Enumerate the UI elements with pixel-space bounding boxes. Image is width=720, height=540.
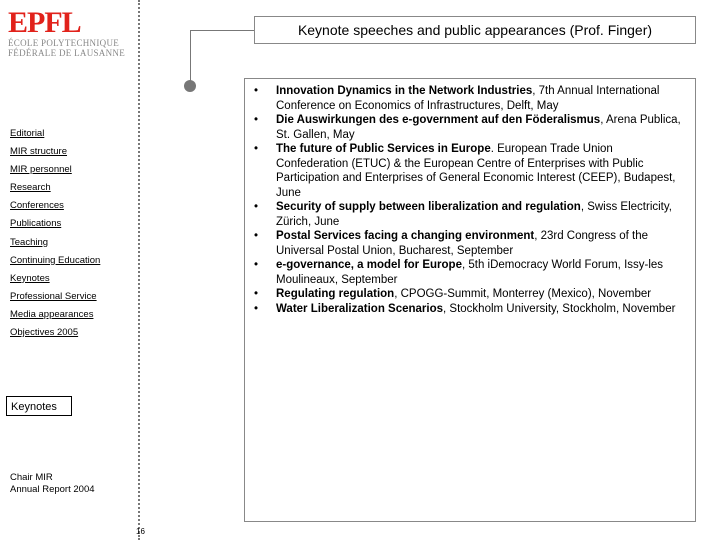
footer-line-1: Chair MIR	[10, 472, 53, 483]
nav-link-mir-structure[interactable]: MIR structure	[10, 146, 68, 158]
logo-mark: EPFL	[8, 6, 81, 39]
nav-link-mir-personnel[interactable]: MIR personnel	[10, 164, 72, 176]
connector-horizontal	[190, 30, 254, 31]
nav-link-objectives-2005[interactable]: Objectives 2005	[10, 327, 79, 339]
list-item	[252, 84, 688, 113]
keynote-list	[252, 84, 688, 316]
footer-line-2: Annual Report 2004	[10, 484, 95, 495]
keynote-title: The future of Public Services in Europe	[276, 143, 491, 155]
keynote-title: Postal Services facing a changing environment	[276, 230, 535, 242]
keynote-title: Die Auswirkungen des e-government auf den Föderalismus	[276, 114, 601, 126]
nav-link-publications[interactable]: Publications	[10, 218, 62, 230]
list-item	[252, 302, 688, 317]
nav-link-editorial[interactable]: Editorial	[10, 128, 45, 139]
nav-link-media-appearances[interactable]: Media appearances	[10, 308, 94, 320]
logo-line-2: FÉDÉRALE DE LAUSANNE	[8, 48, 125, 58]
keynotes-button[interactable]: Keynotes	[6, 396, 72, 416]
keynote-title: Security of supply between liberalization and regulation	[276, 201, 581, 213]
keynote-title: Regulating regulation	[276, 288, 395, 300]
list-item	[252, 229, 688, 258]
keynote-title: Water Liberalization Scenarios	[276, 302, 444, 315]
nav-link-conferences[interactable]: Conferences	[10, 200, 64, 212]
list-item	[252, 200, 688, 229]
connector-dot	[184, 80, 196, 92]
list-item	[252, 142, 688, 200]
keynote-detail: , Stockholm University, Stockholm, November	[443, 302, 676, 315]
page-number: 16	[136, 527, 145, 536]
keynote-detail: , 23rd Congress of the Universal Postal Union, Bucharest, September	[276, 230, 648, 257]
connector-vertical	[190, 30, 191, 84]
keynote-title: Innovation Dynamics in the Network Industries	[276, 85, 533, 97]
nav-link-teaching[interactable]: Teaching	[10, 236, 49, 248]
keynote-detail: , Arena Publica, St. Gallen, May	[276, 114, 681, 141]
list-item	[252, 113, 688, 142]
page-title: Keynote speeches and public appearances (Prof. Finger)	[254, 16, 696, 44]
nav-link-professional-service[interactable]: Professional Service	[10, 290, 97, 302]
keynote-detail: , 7th Annual International Conference on Economics of Infrastructures, Delft, May	[276, 85, 660, 112]
dotted-divider	[138, 0, 140, 540]
epfl-logo	[8, 8, 128, 58]
nav-link-keynotes[interactable]: Keynotes	[10, 272, 50, 284]
keynote-detail: . European Trade Union Confederation (ETUC) & the European Centre of Enterprises with Public Participation and Enterprises of General Economic Interest (CEEP), Budapest, June	[276, 143, 676, 199]
nav-link-continuing-education[interactable]: Continuing Education	[10, 254, 101, 266]
keynote-detail: , CPOGG-Summit, Monterrey (Mexico), November	[394, 288, 652, 300]
keynote-title: e-governance, a model for Europe	[276, 259, 462, 271]
keynote-detail: , Swiss Electricity, Zürich, June	[276, 201, 672, 228]
sidebar-nav	[10, 125, 100, 342]
nav-link-research[interactable]: Research	[10, 182, 51, 194]
list-item	[252, 287, 688, 302]
logo-line-1: ÉCOLE POLYTECHNIQUE	[8, 38, 120, 48]
keynote-detail: , 5th iDemocracy World Forum, Issy-les Moulineaux, September	[276, 259, 664, 286]
footer	[10, 472, 95, 496]
list-item	[252, 258, 688, 287]
